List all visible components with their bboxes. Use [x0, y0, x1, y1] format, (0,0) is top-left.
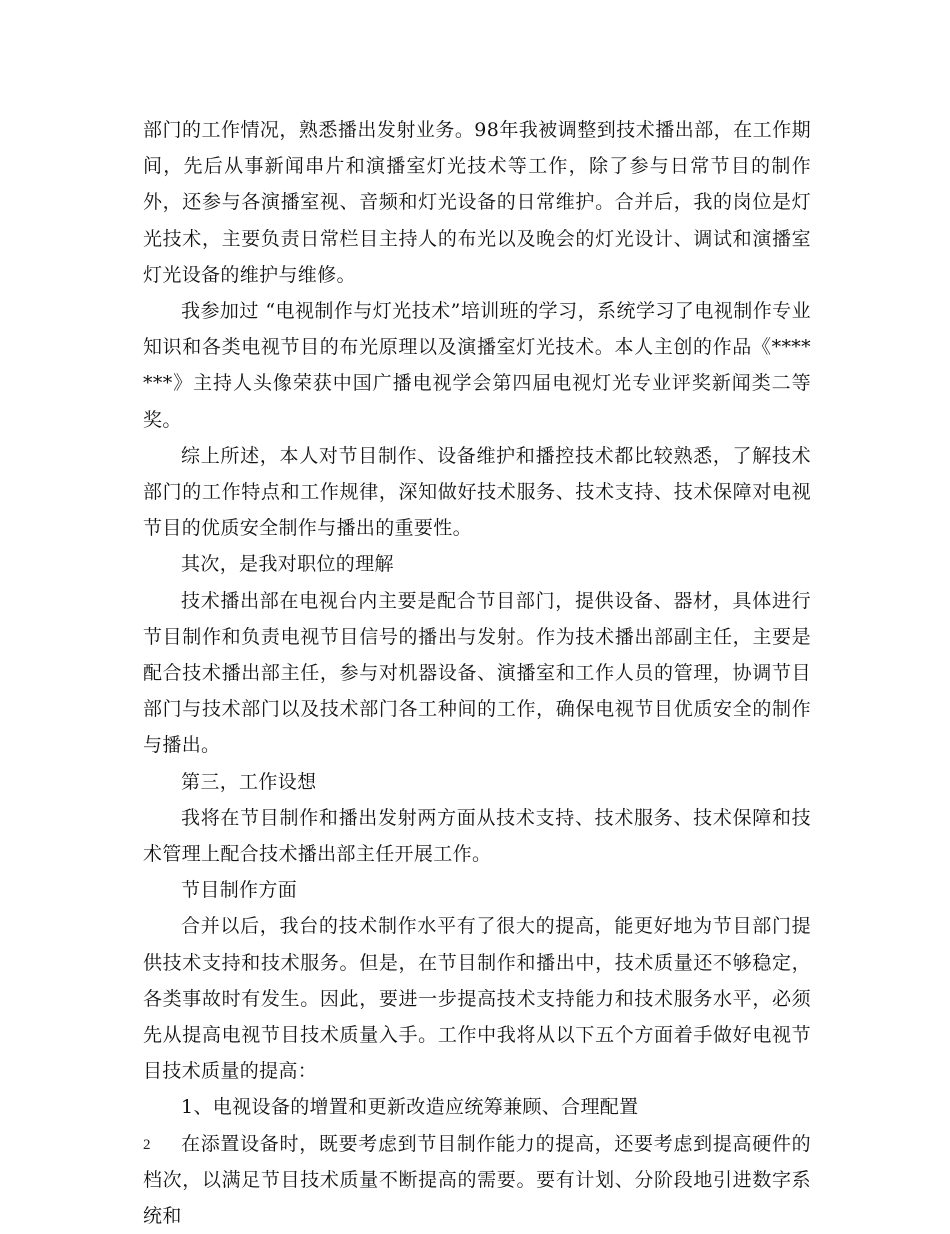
subsection-heading: 节目制作方面	[181, 879, 298, 902]
section-heading: 其次，是我对职位的理解	[181, 553, 394, 576]
document-body	[143, 112, 811, 1234]
paragraph: 我参加过 “电视制作与灯光技术”培训班的学习，系统学习了电视制作专业知识和各类电视节目的布光原理以及演播室灯光技术。本人主创的作品《*******》主持人头像荣获中国广播电视学会第四届电视灯光专业评奖新闻类二等奖。	[143, 300, 811, 431]
paragraph: 合并以后，我台的技术制作水平有了很大的提高，能更好地为节目部门提供技术支持和技术服务。但是，在节目制作和播出中，技术质量还不够稳定，各类事故时有发生。因此，要进一步提高技术支持能力和技术服务水平，必须先从提高电视节目技术质量入手。工作中我将从以下五个方面着手做好电视节目技术质量的提高：	[143, 915, 811, 1083]
list-item-heading: 1、电视设备的增置和更新改造应统筹兼顾、合理配置	[181, 1096, 639, 1119]
paragraph: 在添置设备时，既要考虑到节目制作能力的提高，还要考虑到提高硬件的档次，以满足节目技术质量不断提高的需要。要有计划、分阶段地引进数字系统和	[143, 1132, 811, 1228]
section-heading: 第三，工作设想	[181, 770, 317, 793]
page-number: 2	[143, 1137, 151, 1153]
paragraph: 部门的工作情况，熟悉播出发射业务。98年我被调整到技术播出部，在工作期间，先后从事新闻串片和演播室灯光技术等工作，除了参与日常节目的制作外，还参与各演播室视、音频和灯光设备的日常维护。合并后，我的岗位是灯光技术，主要负责日常栏目主持人的布光以及晚会的灯光设计、调试和演播室灯光设备的维护与维修。	[143, 119, 811, 286]
paragraph: 技术播出部在电视台内主要是配合节目部门，提供设备、器材，具体进行节目制作和负责电视节目信号的播出与发射。作为技术播出部副主任，主要是配合技术播出部主任，参与对机器设备、演播室和工作人员的管理，协调节目部门与技术部门以及技术部门各工种间的工作，确保电视节目优质安全的制作与播出。	[143, 589, 811, 757]
paragraph: 综上所述，本人对节目制作、设备维护和播控技术都比较熟悉，了解技术部门的工作特点和工作规律，深知做好技术服务、技术支持、技术保障对电视节目的优质安全制作与播出的重要性。	[143, 444, 811, 540]
paragraph: 我将在节目制作和播出发射两方面从技术支持、技术服务、技术保障和技术管理上配合技术播出部主任开展工作。	[143, 806, 811, 866]
